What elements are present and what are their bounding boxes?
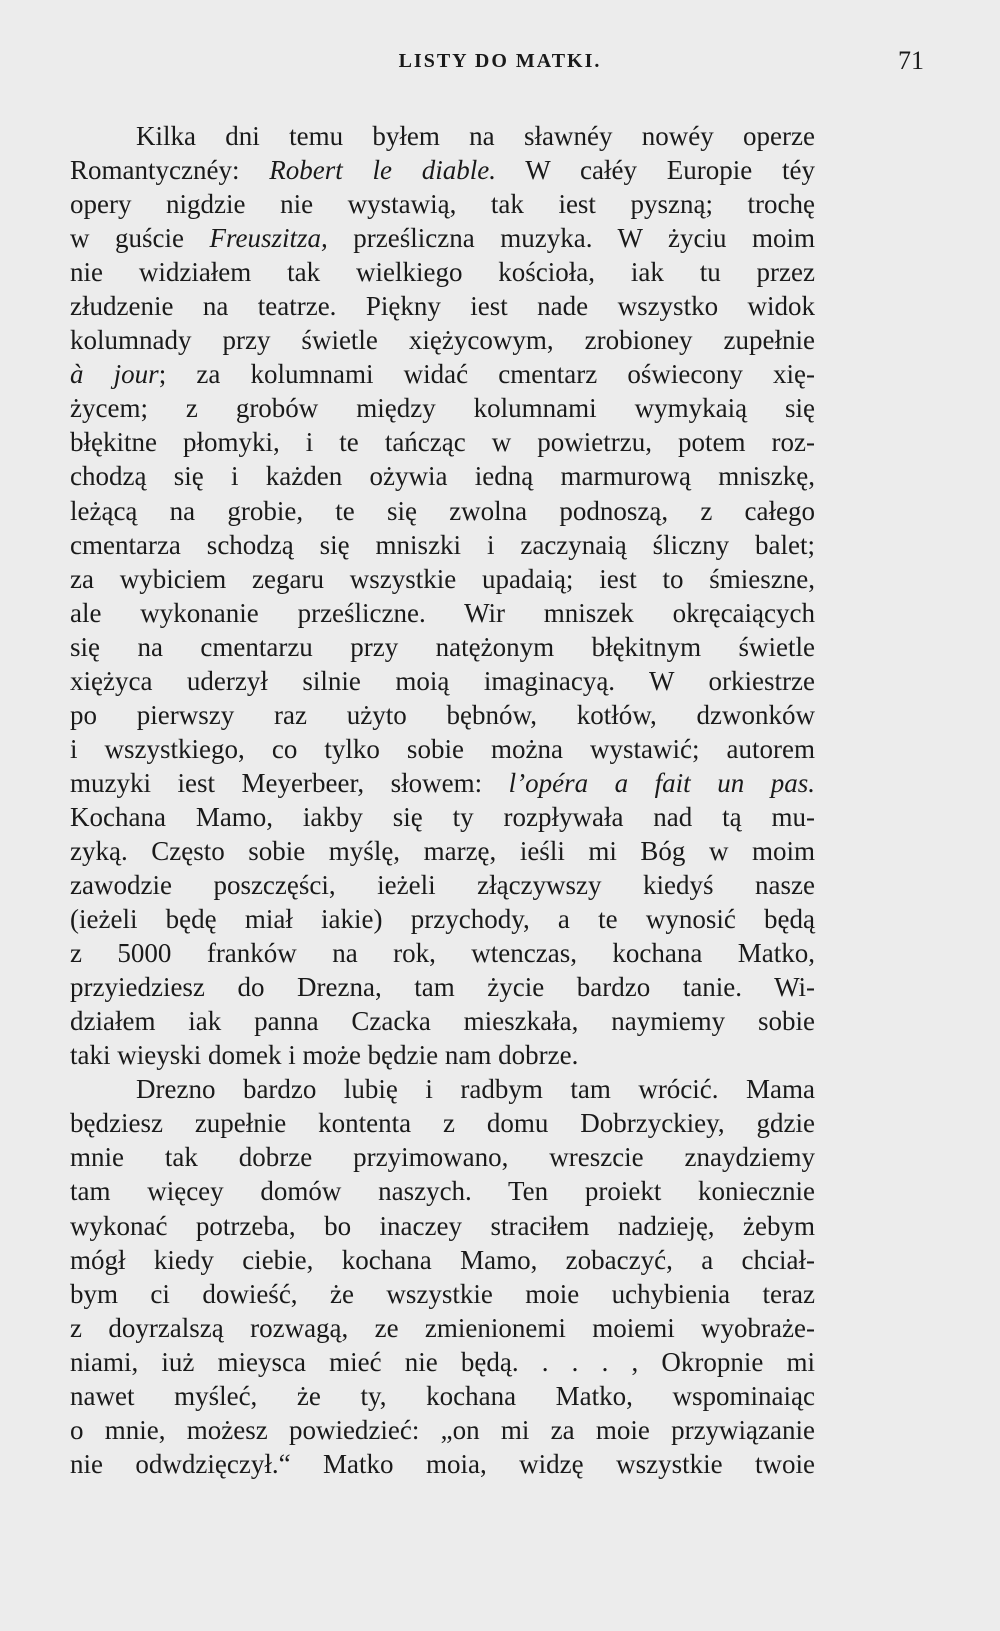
text-line: złudzenie na teatrze. Piękny iest nade wszystko widok <box>70 291 815 322</box>
text-line: tam więcey domów naszych. Ten proiekt koniecznie <box>70 1176 815 1207</box>
text-line: nawet myśleć, że ty, kochana Matko, wspominaiąc <box>70 1380 815 1411</box>
text-line: (ieżeli będę miał iakie) przychody, a te wynosić będą <box>70 904 815 935</box>
text-line: Kochana Mamo, iakby się ty rozpływała nad tą mu- <box>70 801 815 832</box>
text-line: życem; z grobów między kolumnami wymykaią się <box>70 393 815 424</box>
text-line: mógł kiedy ciebie, kochana Mamo, zobaczyć, a chciał- <box>70 1244 815 1275</box>
text-line: z doyrzalszą rozwagą, ze zmienionemi moiemi wyobraże- <box>70 1312 815 1343</box>
text-line: za wybiciem zegaru wszystkie upadaią; iest to śmieszne, <box>70 563 815 594</box>
italic-title: Robert le diable. <box>269 155 496 186</box>
text-line: będziesz zupełnie kontenta z domu Dobrzyckiey, gdzie <box>70 1108 815 1139</box>
text-line: Romantycznéy: Robert le diable. W całéy Europie téy <box>70 155 816 186</box>
text-line: xiężyca uderzył silnie moią imaginacyą. W orkiestrze <box>70 665 815 696</box>
body-text <box>70 119 815 1481</box>
text-line: po pierwszy raz użyto bębnów, kotłów, dzwonków <box>70 699 815 730</box>
italic-name: Freuszitza, <box>209 223 328 254</box>
text-line: zawodzie poszczęści, ieżeli złączywszy kiedyś nasze <box>70 870 815 901</box>
italic-phrase: à jour <box>70 359 159 390</box>
text-line: niami, iuż mieysca mieć nie będą. . . . , Okropnie mi <box>70 1346 815 1377</box>
text-line: taki wieyski domek i może będzie nam dobrze. <box>70 1040 579 1071</box>
text-line: kolumnady przy świetle xiężycowym, zrobioney zupełnie <box>70 325 815 356</box>
text-line: muzyki iest Meyerbeer, słowem: l’opéra a fait un pas. <box>70 767 815 798</box>
text-line: mnie tak dobrze przyimowano, wreszcie znaydziemy <box>70 1142 815 1173</box>
text-line: cmentarza schodzą się mniszki i zaczynaią śliczny balet; <box>70 529 815 560</box>
text-line: działem iak panna Czacka mieszkała, naymiemy sobie <box>70 1006 815 1037</box>
text-line: Kilka dni temu byłem na sławnéy nowéy operze <box>136 121 815 151</box>
text-line: o mnie, możesz powiedzieć: „on mi za moie przywiązanie <box>70 1414 815 1445</box>
running-title: LISTY DO MATKI. <box>398 50 602 72</box>
text-line: w guście Freuszitza, prześliczna muzyka. W życiu moim <box>70 223 815 254</box>
text-line: z 5000 franków na rok, wtenczas, kochana Matko, <box>70 938 815 969</box>
text-line: błękitne płomyki, i te tańcząc w powietrzu, potem roz- <box>70 427 815 458</box>
text-line: chodzą się i każden ożywia iedną marmurową mniszkę, <box>70 461 815 492</box>
italic-phrase: l’opéra a fait un pas. <box>508 767 815 798</box>
text-line: nie odwdzięczył.“ Matko moia, widzę wszystkie twoie <box>70 1448 815 1479</box>
text-line: wykonać potrzeba, bo inaczey straciłem nadzieję, żebym <box>70 1210 815 1241</box>
text-line: nie widziałem tak wielkiego kościoła, iak tu przez <box>70 257 815 288</box>
text-line: bym ci dowieść, że wszystkie moie uchybienia teraz <box>70 1278 815 1309</box>
text-line: zyką. Często sobie myślę, marzę, ieśli mi Bóg w moim <box>70 835 815 866</box>
text-line: i wszystkiego, co tylko sobie można wystawić; autorem <box>70 733 815 764</box>
text-line: przyiedziesz do Drezna, tam życie bardzo tanie. Wi- <box>70 972 815 1003</box>
text-line: się na cmentarzu przy natężonym błękitnym świetle <box>70 631 815 662</box>
page-number: 71 <box>898 46 924 75</box>
running-head <box>70 44 930 84</box>
text-line: Drezno bardzo lubię i radbym tam wrócić. Mama <box>136 1074 815 1105</box>
text-line: opery nigdzie nie wystawią, tak iest pyszną; trochę <box>70 189 815 220</box>
text-line: ale wykonanie prześliczne. Wir mniszek okręcaiących <box>70 597 815 628</box>
text-line: à jour; za kolumnami widać cmentarz oświecony xię- <box>70 359 816 390</box>
text-line: leżącą na grobie, te się zwolna podnoszą, z całego <box>70 495 815 526</box>
